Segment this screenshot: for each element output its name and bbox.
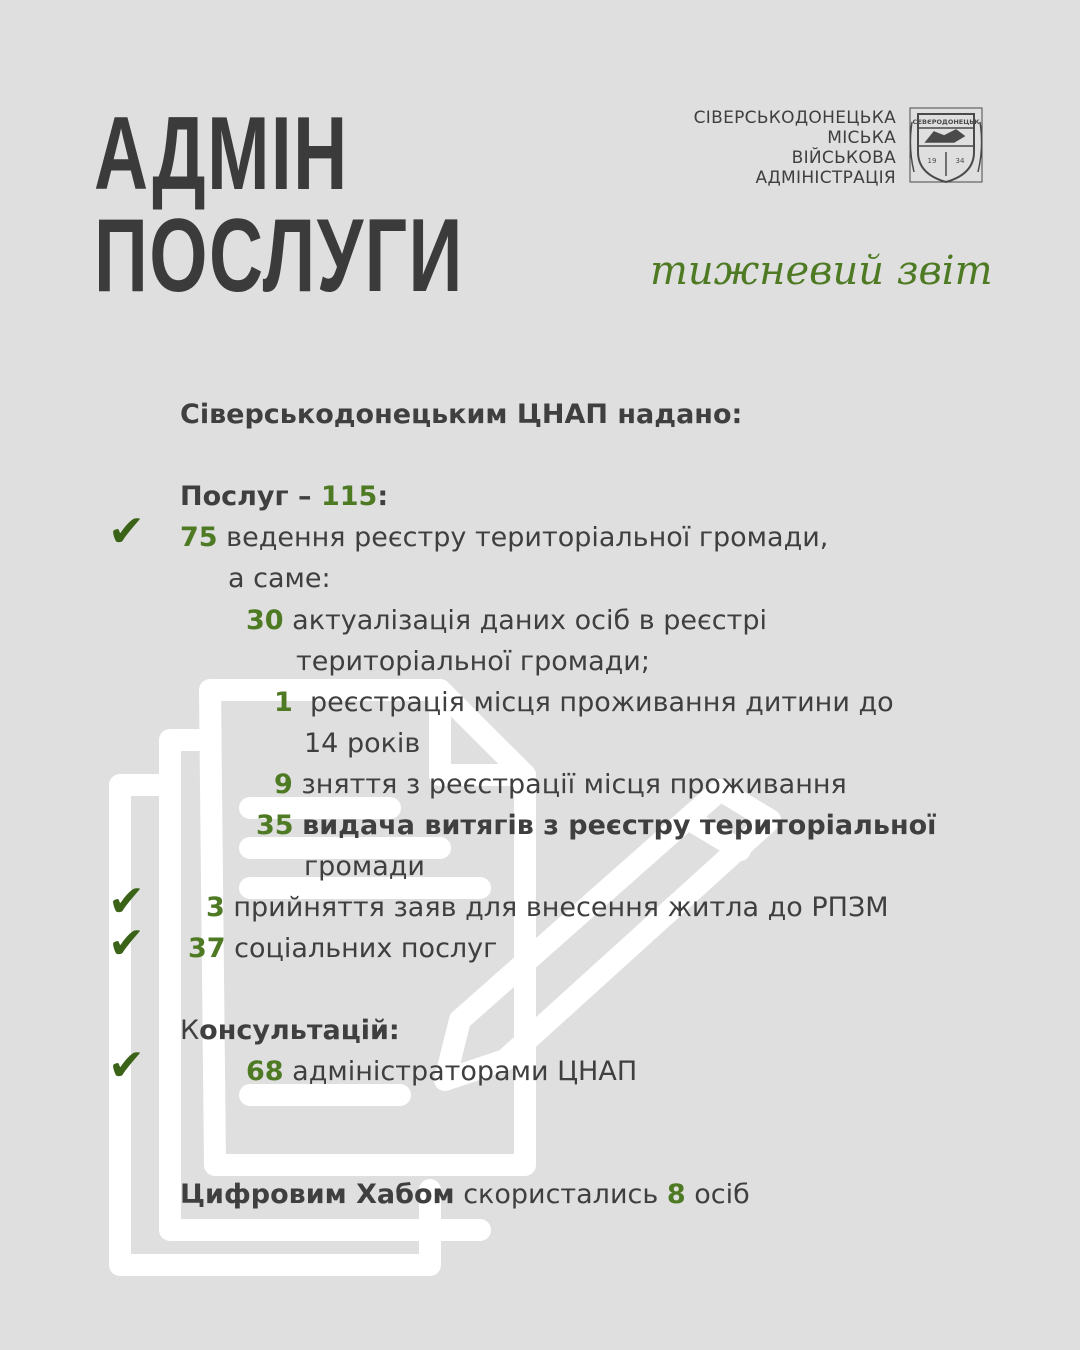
consult-count: 68 [246, 1056, 284, 1087]
registry-item [274, 682, 894, 723]
city-emblem-icon [904, 102, 988, 190]
emblem-year-right: 34 [955, 157, 965, 165]
consult-text: адміністраторами ЦНАП [292, 1056, 638, 1087]
emblem-label: СЄВЄРОДОНЕЦЬК [912, 118, 980, 126]
report-heading: Сіверськодонецьким ЦНАП надано: [180, 399, 743, 430]
weekly-report-subtitle: тижневий звіт [650, 248, 993, 294]
digital-hub-suffix: осіб [685, 1179, 750, 1210]
registry-item-count: 1 [274, 687, 293, 718]
emblem-year-left: 19 [927, 157, 937, 165]
rpzm-count: 3 [206, 892, 225, 923]
consult-label: онсультацій: [199, 1015, 400, 1046]
consult-heading [180, 1010, 400, 1051]
registry-item-text-cont: територіальної громади; [296, 646, 650, 677]
registry-item [274, 764, 847, 805]
check-icon: ✔ [108, 1040, 145, 1091]
registry-item [256, 805, 936, 846]
registry-item-count: 35 [256, 810, 294, 841]
org-name [694, 108, 896, 188]
registry-item-text: реєстрація місця проживання дитини до [309, 687, 894, 718]
social-line [188, 928, 497, 969]
org-name-line: АДМІНІСТРАЦІЯ [755, 168, 896, 188]
registry-item-text: актуалізація даних осіб в реєстрі [292, 605, 767, 636]
registry-item-text: видача витягів з реєстру територіальної [302, 810, 937, 841]
services-total-value: 115 [320, 481, 378, 512]
digital-hub-count: 8 [666, 1179, 686, 1210]
consult-line [246, 1051, 637, 1092]
consult-prefix: К [180, 1015, 200, 1046]
org-name-line: МІСЬКА [827, 128, 896, 148]
registry-label-cont: а саме: [228, 563, 331, 594]
registry-item-text-cont: 14 років [304, 728, 421, 759]
registry-item [246, 600, 767, 641]
services-colon: : [377, 481, 389, 512]
services-label: Послуг – [180, 481, 321, 512]
rpzm-label: прийняття заяв для внесення житла до РПЗМ [233, 892, 889, 923]
registry-count: 75 [180, 522, 218, 553]
check-icon: ✔ [108, 506, 145, 557]
check-icon: ✔ [108, 876, 145, 927]
registry-label: ведення реєстру територіальної громади, [226, 522, 829, 553]
services-total [180, 476, 388, 517]
social-label: соціальних послуг [234, 933, 498, 964]
registry-item-text: зняття з реєстрації місця проживання [301, 769, 847, 800]
page-title-line2: ПОСЛУГИ [94, 198, 464, 314]
digital-hub-line [180, 1174, 750, 1215]
org-name-line: ВІЙСЬКОВА [791, 148, 896, 168]
org-name-line: СІВЕРСЬКОДОНЕЦЬКА [693, 108, 896, 128]
digital-hub-text: скористались [454, 1179, 667, 1210]
registry-item-count: 9 [274, 769, 293, 800]
page-title-line1: АДМІН [94, 96, 349, 212]
digital-hub-label: Цифровим Хабом [180, 1179, 455, 1210]
registry-item-text-cont: громади [304, 851, 425, 882]
check-icon: ✔ [108, 918, 145, 969]
social-count: 37 [188, 933, 226, 964]
registry-line [180, 517, 828, 558]
rpzm-line [206, 887, 889, 928]
registry-item-count: 30 [246, 605, 284, 636]
